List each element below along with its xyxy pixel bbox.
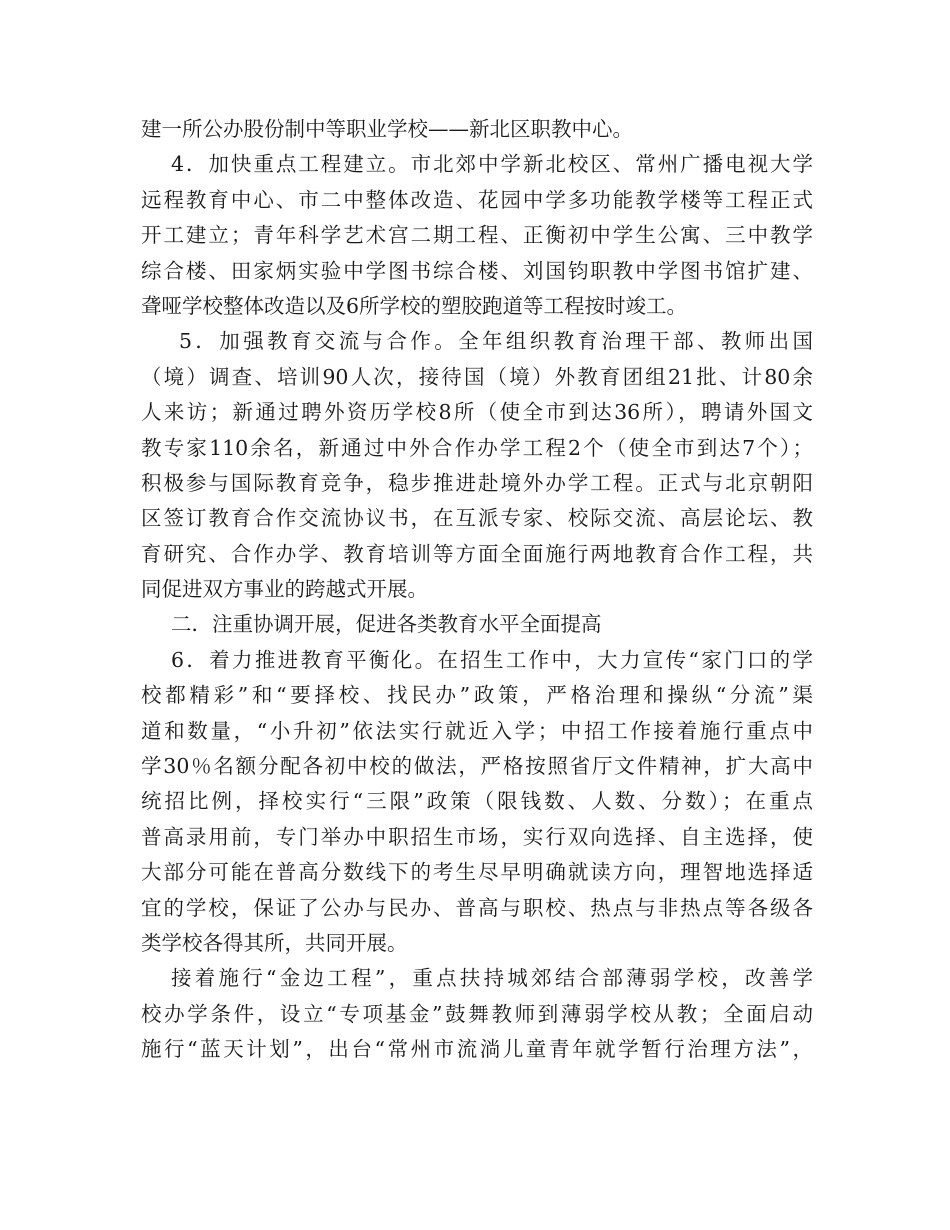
paragraph-line: 校办学条件，设立“专项基金”鼓舞教师到薄弱学校从教；全面启动 [141, 1001, 813, 1026]
paragraph-line: 积极参与国际教育竞争，稳步推进赴境外办学工程。正式与北京朝阳 [141, 470, 813, 495]
paragraph-line: 聋哑学校整体改造以及6所学校的塑胶跑道等工程按时竣工。 [141, 293, 688, 318]
paragraph-line: 5．加强教育交流与合作。全年组织教育治理干部、教师出国 [179, 329, 813, 354]
paragraph-line: 接着施行“金边工程”，重点扶持城郊结合部薄弱学校，改善学 [171, 966, 813, 991]
paragraph-line: 开工建立；青年科学艺术宫二期工程、正衡初中学生公寓、三中教学 [141, 223, 813, 248]
paragraph-line: 道和数量，“小升初”依法实行就近入学；中招工作接着施行重点中 [141, 718, 813, 743]
paragraph-line: （境）调查、培训90人次，接待国（境）外教育团组21批、计80余 [141, 364, 813, 389]
paragraph-line: 校都精彩”和“要择校、找民办”政策，严格治理和操纵“分流”渠 [141, 683, 813, 708]
paragraph-line: 区签订教育合作交流协议书，在互派专家、校际交流、高层论坛、教 [141, 506, 813, 531]
paragraph-line: 学30％名额分配各初中校的做法，严格按照省厅文件精神，扩大高中 [141, 754, 813, 779]
paragraph-line: 类学校各得其所，共同开展。 [141, 930, 408, 955]
document-body [141, 112, 813, 1068]
section-heading: 二．注重协调开展，促进各类教育水平全面提高 [171, 612, 602, 637]
paragraph-line: 综合楼、田家炳实验中学图书综合楼、刘国钧职教中学图书馆扩建、 [141, 258, 813, 283]
paragraph-line: 同促进双方事业的跨越式开展。 [141, 577, 428, 602]
paragraph-line: 施行“蓝天计划”，出台“常州市流淌儿童青年就学暂行治理方法”， [141, 1037, 813, 1062]
paragraph-line: 远程教育中心、市二中整体改造、花园中学多功能教学楼等工程正式 [141, 187, 813, 212]
paragraph-line: 建一所公办股份制中等职业学校——新北区职教中心。 [141, 117, 633, 141]
paragraph-line: 大部分可能在普高分数线下的考生尽早明确就读方向，理智地选择适 [141, 860, 813, 885]
paragraph-line: 普高录用前，专门举办中职招生市场，实行双向选择、自主选择，使 [141, 824, 813, 849]
paragraph-line: 教专家110余名，新通过中外合作办学工程2个（使全市到达7个）； [141, 435, 813, 460]
paragraph-line: 6．着力推进教育平衡化。在招生工作中，大力宣传“家门口的学 [171, 647, 813, 672]
paragraph-line: 人来访；新通过聘外资历学校8所（使全市到达36所），聘请外国文 [141, 400, 813, 425]
paragraph-line: 统招比例，择校实行“三限”政策（限钱数、人数、分数）；在重点 [141, 789, 813, 814]
paragraph-line: 4．加快重点工程建立。市北郊中学新北校区、常州广播电视大学 [171, 152, 813, 177]
paragraph-line: 宜的学校，保证了公办与民办、普高与职校、热点与非热点等各级各 [141, 895, 813, 920]
paragraph-line: 育研究、合作办学、教育培训等方面全面施行两地教育合作工程，共 [141, 541, 813, 566]
